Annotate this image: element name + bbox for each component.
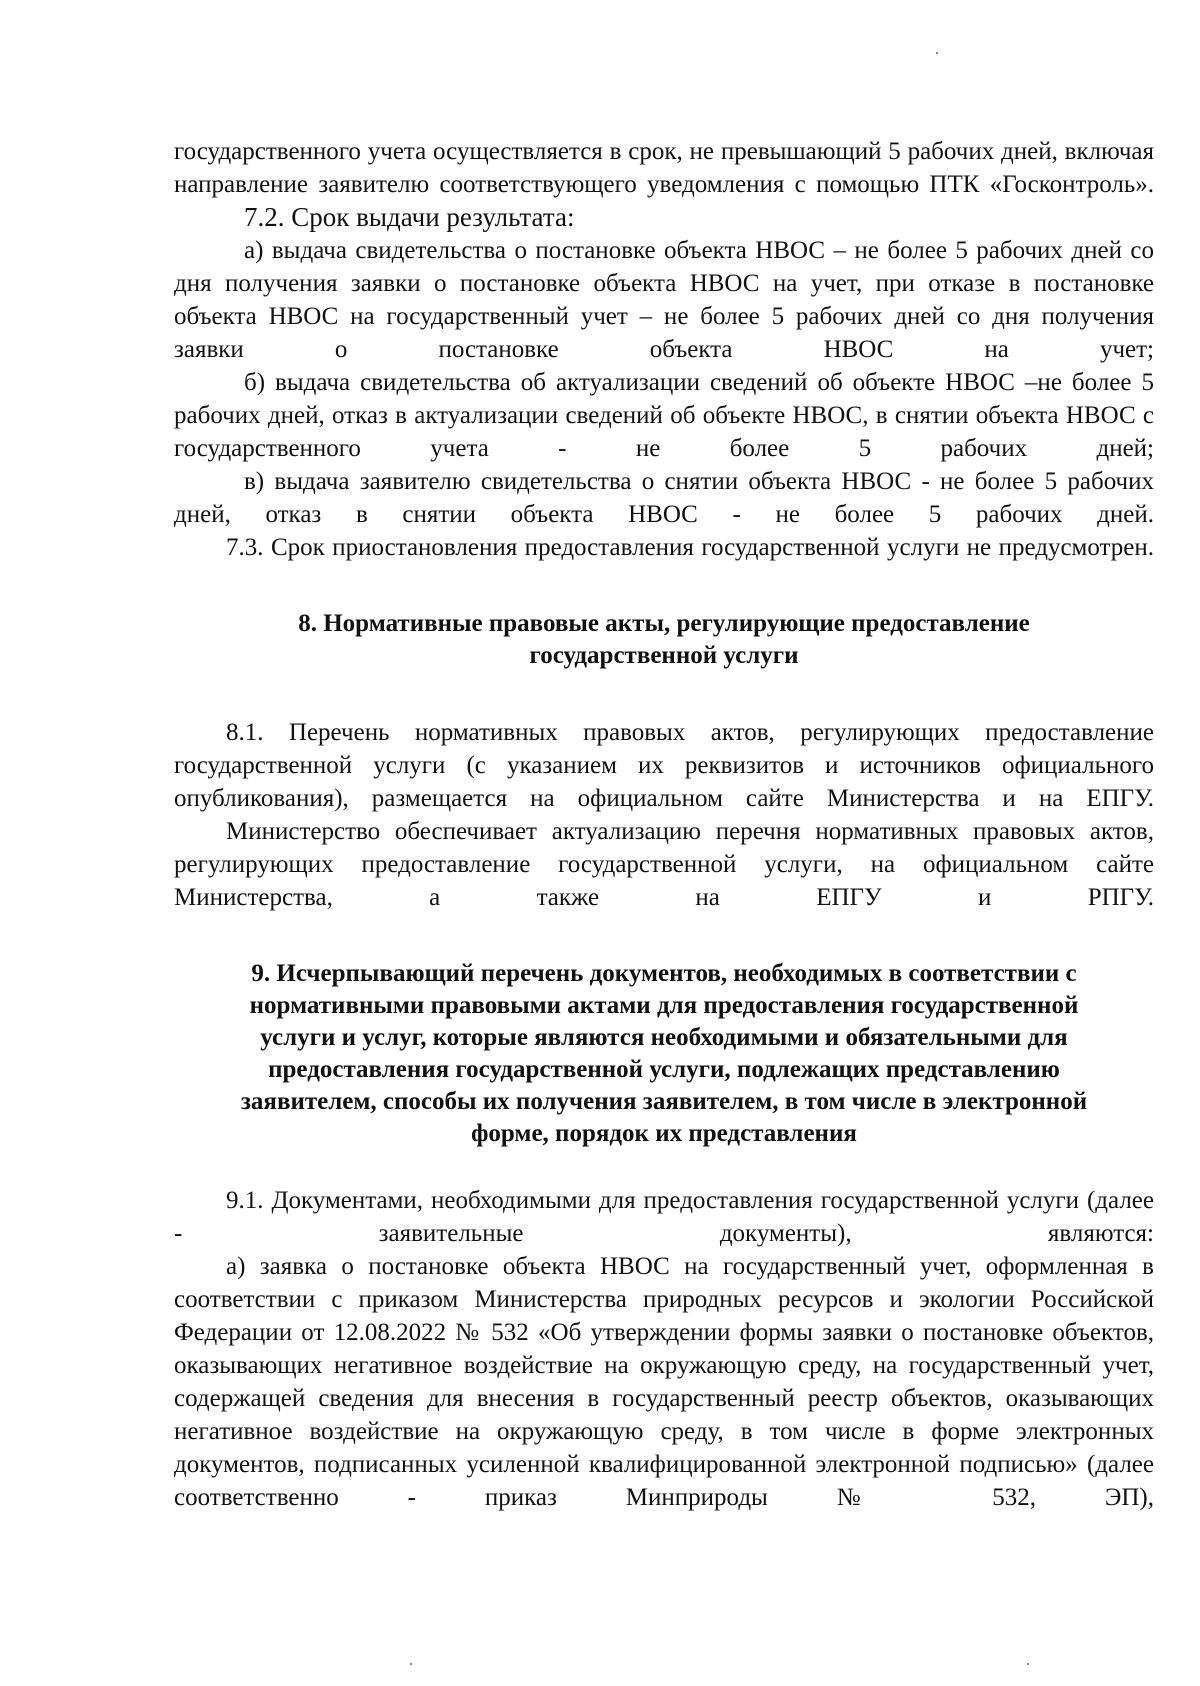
document-body xyxy=(174,135,1154,1514)
section-8-heading xyxy=(174,608,1154,672)
paragraph-7-3: 7.3. Срок приостановления предоставления государственной услуги не предусмотрен. xyxy=(226,534,1154,561)
paragraph-9-1: 9.1. Документами, необходимыми для предоставления государственной услуги (далее - заявительные документы), являются: xyxy=(174,1187,1154,1247)
paragraph-7-2-v: в) выдача заявителю свидетельства о снятии объекта НВОС - не более 5 рабочих дней, отказ в снятии объекта НВОС - не более 5 рабочих дней. xyxy=(174,468,1154,528)
scan-speck xyxy=(936,52,938,54)
section-9-heading-line: 9. Исчерпывающий перечень документов, необходимых в соответствии с xyxy=(251,960,1077,987)
section-8-heading-line: государственной услуги xyxy=(529,642,799,669)
section-9-heading-line: предоставления государственной услуги, подлежащих представлению xyxy=(268,1056,1060,1083)
scan-speck xyxy=(1027,1663,1029,1665)
paragraph-7-1-continued: государственного учета осуществляется в срок, не превышающий 5 рабочих дней, включая направление заявителю соответствующего уведомления с помощью ПТК «Госконтроль». xyxy=(174,138,1154,198)
section-9-heading-line: услуги и услуг, которые являются необходимыми и обязательными для xyxy=(260,1024,1068,1051)
section-9-heading-line: форме, порядок их представления xyxy=(471,1120,857,1147)
scan-speck xyxy=(410,1663,412,1665)
paragraph-7-2-a: а) выдача свидетельства о постановке объекта НВОС – не более 5 рабочих дней со дня получения заявки о постановке объекта НВОС на учет, при отказе в постановке объекта НВОС на государственный учет – не более 5 рабочих дней со дня получения заявки о постановке объекта НВОС на учет; xyxy=(174,237,1154,363)
paragraph-7-2: 7.2. Срок выдачи результата: xyxy=(244,202,575,232)
paragraph-8-1-ministry: Министерство обеспечивает актуализацию перечня нормативных правовых актов, регулирующих предоставление государственной услуги, на официальном сайте Министерства, а также на ЕПГУ и РПГУ. xyxy=(174,818,1154,911)
paragraph-7-2-b: б) выдача свидетельства об актуализации сведений об объекте НВОС –не более 5 рабочих дней, отказ в актуализации сведений об объекте НВОС, в снятии объекта НВОС с государственного учета - не более 5 рабочих дней; xyxy=(174,369,1154,462)
section-9-heading-line: заявителем, способы их получения заявителем, в том числе в электронной xyxy=(240,1088,1088,1115)
paragraph-9-1-a: а) заявка о постановке объекта НВОС на государственный учет, оформленная в соответствии с приказом Министерства природных ресурсов и экологии Российской Федерации от 12.08.2022 № 532 «Об утверждении формы заявки о постановке объектов, оказывающих негативное воздействие на окружающую среду, на государственный учет, содержащей сведения для внесения в государственный реестр объектов, оказывающих негативное воздействие на окружающую среду, в том числе в форме электронных документов, подписанных усиленной квалифицированной электронной подписью» (далее соответственно - приказ Минприроды № 532, ЭП), xyxy=(174,1253,1154,1511)
paragraph-8-1: 8.1. Перечень нормативных правовых актов, регулирующих предоставление государственной услуги (с указанием их реквизитов и источников официального опубликования), размещается на официальном сайте Министерства и на ЕПГУ. xyxy=(174,719,1154,812)
section-9-heading-line: нормативными правовыми актами для предоставления государственной xyxy=(249,992,1079,1019)
section-8-heading-line: 8. Нормативные правовые акты, регулирующие предоставление xyxy=(298,610,1030,637)
section-9-heading xyxy=(174,958,1154,1150)
